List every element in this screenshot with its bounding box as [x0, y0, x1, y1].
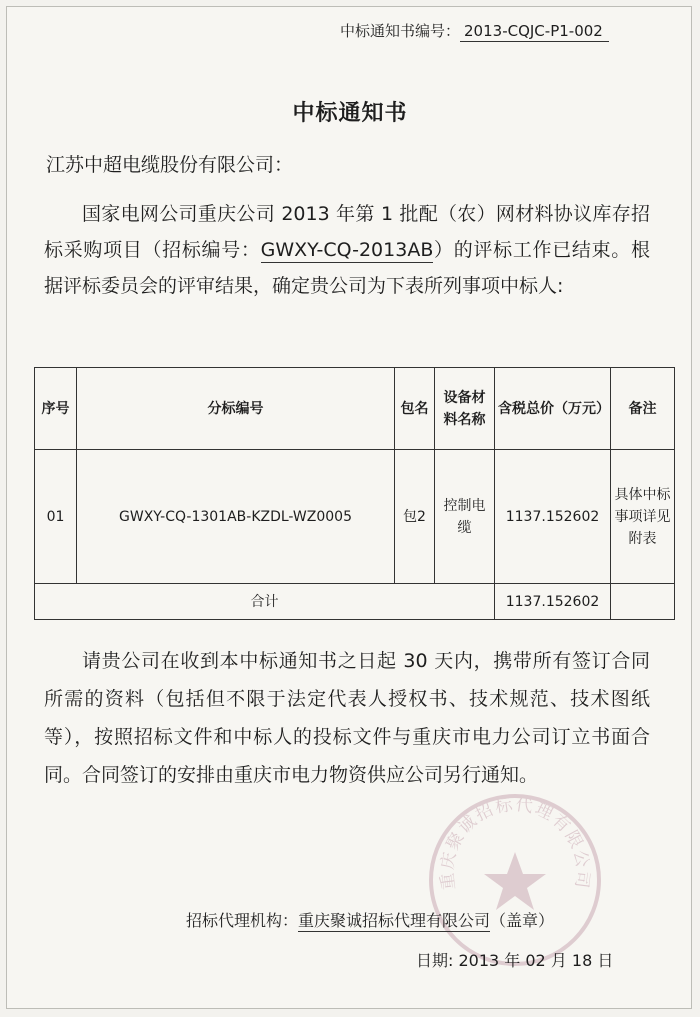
- cell-remark: 具体中标事项详见附表: [611, 450, 675, 584]
- notice-number-value: 2013-CQJC-P1-002: [460, 22, 609, 42]
- company-seal: [425, 790, 605, 970]
- notice-number: [340, 20, 609, 42]
- header-lot: 分标编号: [77, 368, 395, 450]
- table-header-row: [35, 368, 675, 450]
- notice-number-label: 中标通知书编号：: [340, 22, 461, 40]
- cell-package: 包2: [395, 450, 435, 584]
- total-label: 合计: [35, 584, 495, 620]
- seal-text: 重庆聚诚招标代理有限公司: [437, 794, 593, 892]
- intro-text-before: 国家电网公司重庆公司 2013 年第 1 批配（农）网材料协议库存招标采购项目（招标编号：: [44, 203, 650, 261]
- intro-paragraph: [44, 196, 650, 304]
- document-title: 中标通知书: [292, 101, 408, 126]
- cell-price: 1137.152602: [495, 450, 611, 584]
- table-total-row: [35, 584, 675, 620]
- award-table: [34, 367, 675, 620]
- instruction-paragraph: 请贵公司在收到本中标通知书之日起 30 天内，携带所有签订合同所需的资料（包括但不限于法定代表人授权书、技术规范、技术图纸等），按照招标文件和中标人的投标文件与重庆市电力公司订立书面合同。合同签订的安排由重庆市电力物资供应公司另行通知。: [44, 650, 650, 786]
- header-material: 设备材料名称: [435, 368, 495, 450]
- total-value: 1137.152602: [495, 584, 611, 620]
- header-seq: 序号: [35, 368, 77, 450]
- cell-material: 控制电缆: [435, 450, 495, 584]
- header-package: 包名: [395, 368, 435, 450]
- agency-suffix: （盖章）: [490, 911, 555, 930]
- header-price: 含税总价（万元）: [495, 368, 611, 450]
- agency-name: 重庆聚诚招标代理有限公司: [298, 911, 491, 930]
- recipient-company: 江苏中超电缆股份有限公司：: [46, 154, 294, 176]
- issue-date: 日期: 2013 年 02 月 18 日: [416, 951, 614, 970]
- agency-line: [186, 908, 554, 931]
- header-remark: 备注: [611, 368, 675, 450]
- agency-label: 招标代理机构：: [186, 911, 299, 930]
- table-row: [35, 450, 675, 584]
- tender-code: GWXY-CQ-2013AB: [260, 239, 434, 261]
- total-remark: [611, 584, 675, 620]
- cell-seq: 01: [35, 450, 77, 584]
- seal-star-icon: [484, 852, 546, 910]
- intro-text-after: ）的评标工作已结束。根据评标委员会的评审结果，确定贵公司为下表所列事项中标人:: [44, 239, 650, 297]
- cell-lot: GWXY-CQ-1301AB-KZDL-WZ0005: [77, 450, 395, 584]
